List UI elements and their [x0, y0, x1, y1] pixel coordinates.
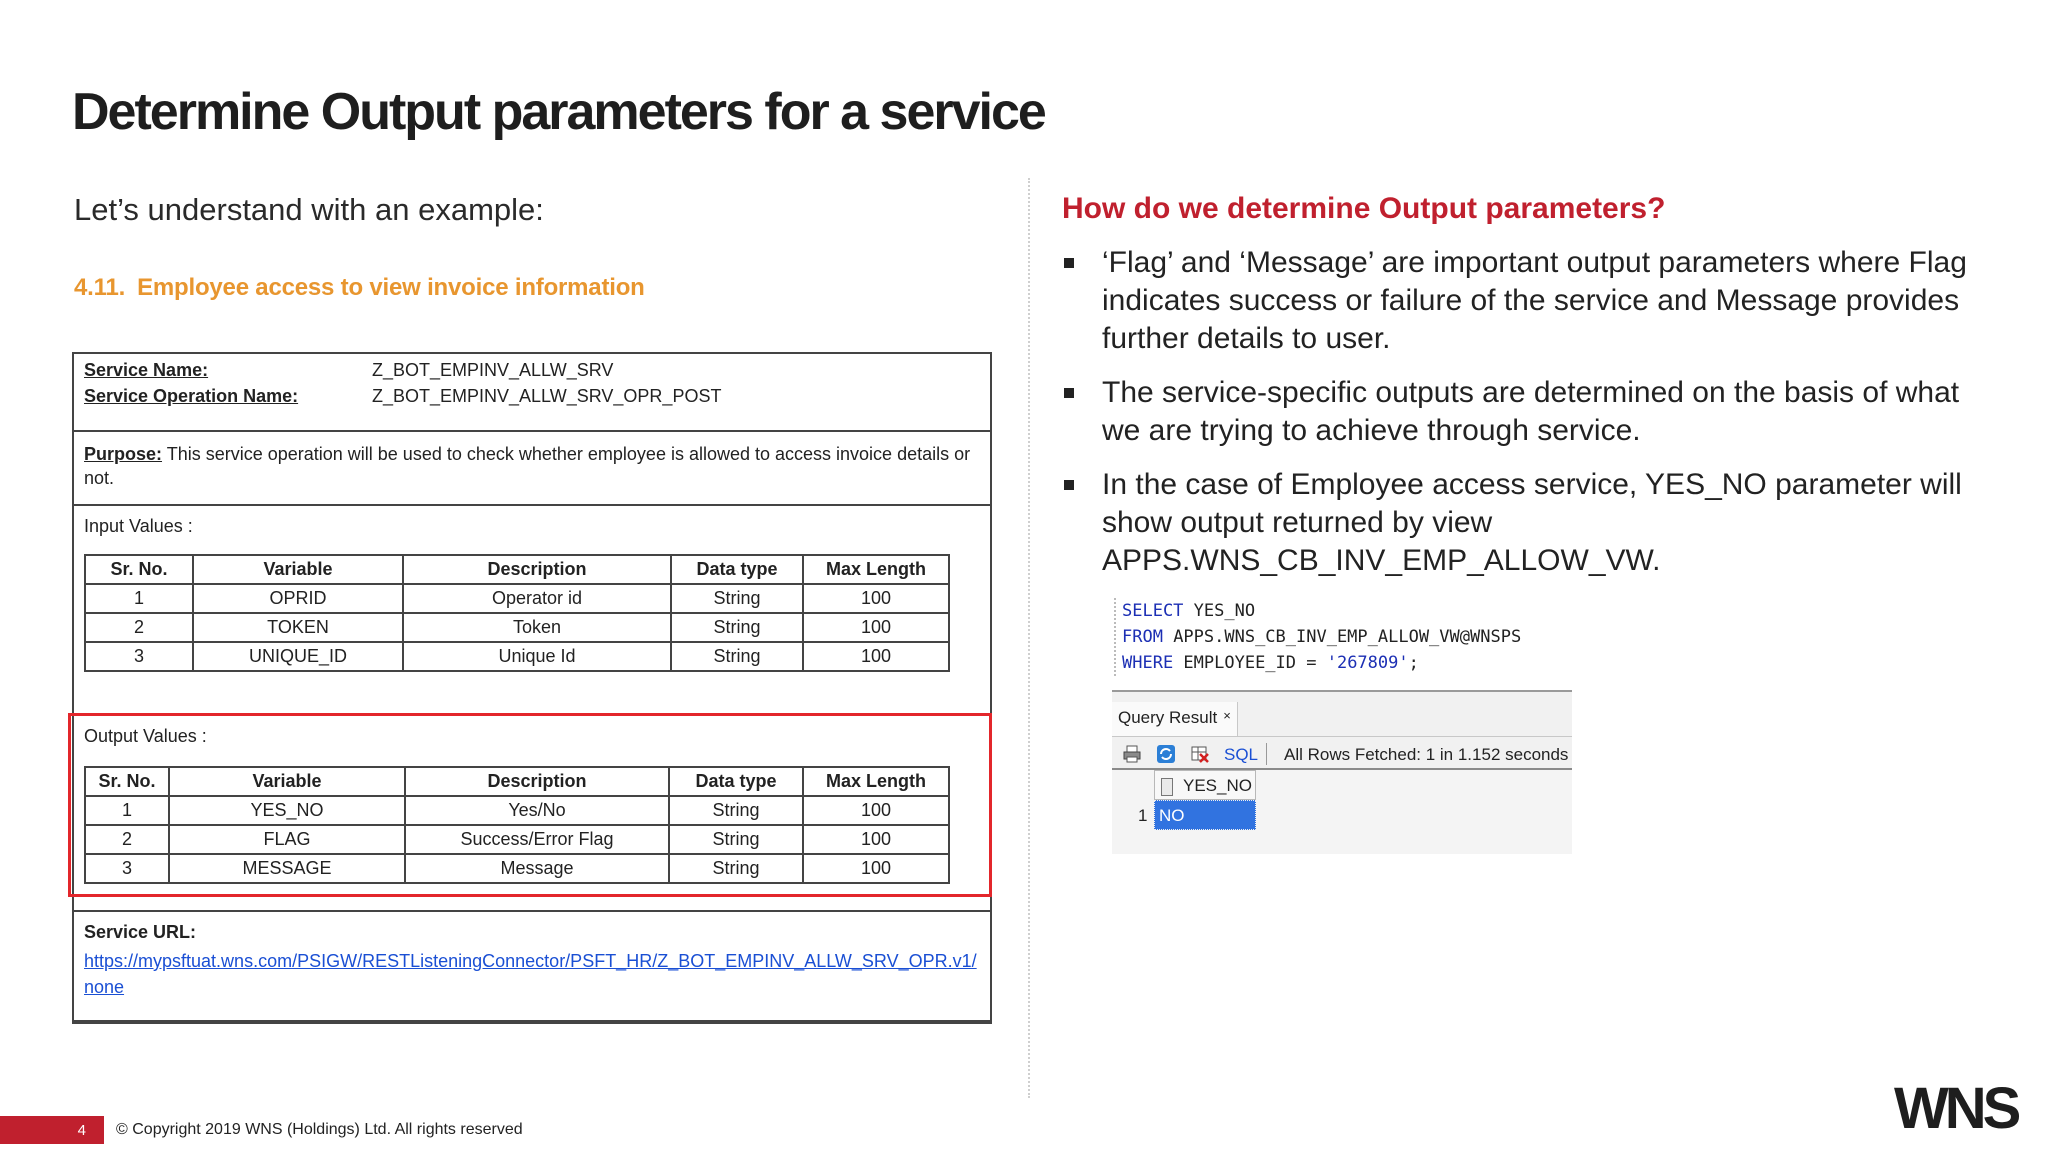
- purpose-text: This service operation will be used to check whether employee is allowed to access invoice details or not.: [84, 444, 971, 488]
- toolbar-separator: [1266, 743, 1267, 765]
- table-cell: 3: [85, 642, 193, 671]
- table-cell: Unique Id: [403, 642, 671, 671]
- clear-grid-icon[interactable]: [1190, 744, 1210, 764]
- service-spec-document: [72, 352, 992, 1024]
- service-op-label: Service Operation Name:: [84, 386, 299, 406]
- panel-top-border: [1112, 690, 1572, 692]
- table-cell: String: [669, 825, 803, 854]
- doc-section-heading: [74, 274, 645, 302]
- query-result-tab[interactable]: [1112, 702, 1238, 736]
- table-cell: MESSAGE: [169, 854, 405, 883]
- table-cell: 100: [803, 796, 949, 825]
- slide-title: Determine Output parameters for a service: [72, 83, 1045, 141]
- bullet-text: In the case of Employee access service, YES_NO parameter will show output returned by view APPS.WNS_CB_INV_EMP_ALLOW_VW.: [1102, 468, 1962, 577]
- refresh-icon[interactable]: [1156, 744, 1176, 764]
- table-cell: Success/Error Flag: [405, 825, 669, 854]
- column-type-icon: [1161, 778, 1173, 796]
- table-cell: OPRID: [193, 584, 403, 613]
- table-cell: 100: [803, 642, 949, 671]
- sql-from-source: APPS.WNS_CB_INV_EMP_ALLOW_VW@WNSPS: [1162, 627, 1522, 647]
- table-cell: Token: [403, 613, 671, 642]
- service-name-label: Service Name:: [84, 360, 209, 380]
- table-cell: YES_NO: [169, 796, 405, 825]
- input-values-section: [74, 506, 990, 716]
- table-cell: FLAG: [169, 825, 405, 854]
- table-header-row: [85, 555, 949, 584]
- col-variable: Variable: [193, 555, 403, 584]
- table-cell: 1: [85, 796, 169, 825]
- purpose-paragraph: [84, 442, 980, 490]
- table-cell: String: [671, 584, 803, 613]
- col-data-type: Data type: [669, 767, 803, 796]
- table-cell: 2: [85, 825, 169, 854]
- col-max-length: Max Length: [803, 555, 949, 584]
- section-number: 4.11.: [74, 274, 126, 301]
- output-values-highlight: [68, 713, 992, 897]
- bullet-square-icon: [1064, 388, 1074, 398]
- service-url-link[interactable]: https://mypsftuat.wns.com/PSIGW/RESTListeningConnector/PSFT_HR/Z_BOT_EMPINV_ALLW_SRV_OPR.v1/none: [84, 951, 977, 997]
- col-description: Description: [403, 555, 671, 584]
- table-cell: String: [671, 642, 803, 671]
- query-result-tab-label: Query Result: [1118, 708, 1218, 727]
- col-sr-no: Sr. No.: [85, 555, 193, 584]
- intro-text: Let’s understand with an example:: [74, 192, 544, 227]
- table-cell: String: [669, 854, 803, 883]
- sql-keyword-where: WHERE: [1122, 653, 1174, 673]
- col-description: Description: [405, 767, 669, 796]
- service-url-section: [74, 912, 990, 1022]
- column-divider: [1028, 178, 1030, 1098]
- page-number: 4: [77, 1122, 86, 1139]
- table-row: [85, 613, 949, 642]
- fetch-status: All Rows Fetched: 1 in 1.152 seconds: [1284, 745, 1569, 764]
- table-cell: 100: [803, 613, 949, 642]
- input-values-label: Input Values :: [84, 516, 193, 536]
- sql-keyword-select: SELECT: [1122, 601, 1184, 621]
- close-icon[interactable]: ×: [1223, 708, 1231, 723]
- copyright-text: © Copyright 2019 WNS (Holdings) Ltd. All rights reserved: [116, 1121, 523, 1138]
- print-icon[interactable]: [1122, 744, 1142, 764]
- table-cell: 100: [803, 854, 949, 883]
- wns-logo: WNS: [1894, 1076, 2018, 1141]
- bullet-list: [1062, 244, 1992, 596]
- sql-where-clause: EMPLOYEE_ID =: [1173, 653, 1327, 673]
- result-column-header[interactable]: [1154, 770, 1256, 800]
- sql-toolbar-button[interactable]: SQL: [1224, 745, 1259, 764]
- page-number-bar: [0, 1116, 104, 1144]
- result-cell[interactable]: NO: [1154, 800, 1256, 830]
- table-cell: 100: [803, 584, 949, 613]
- service-op-row: [84, 386, 721, 407]
- bullet-square-icon: [1064, 258, 1074, 268]
- bullet-text: ‘Flag’ and ‘Message’ are important output parameters where Flag indicates success or failure of the service and Message provides further details to user.: [1102, 246, 1967, 355]
- purpose-label: Purpose:: [84, 444, 163, 464]
- bullet-item: [1062, 374, 1992, 450]
- table-row: [85, 642, 949, 671]
- table-cell: 2: [85, 613, 193, 642]
- service-names-section: [74, 354, 990, 432]
- col-variable: Variable: [169, 767, 405, 796]
- result-grid: [1112, 770, 1572, 854]
- table-cell: 3: [85, 854, 169, 883]
- sql-where-value: '267809': [1326, 653, 1409, 673]
- sql-terminator: ;: [1408, 653, 1419, 673]
- table-cell: Operator id: [403, 584, 671, 613]
- table-cell: Yes/No: [405, 796, 669, 825]
- input-values-table: [84, 554, 950, 672]
- table-cell: Message: [405, 854, 669, 883]
- right-heading: How do we determine Output parameters?: [1062, 192, 1666, 225]
- service-name-row: [84, 360, 613, 381]
- sql-query: [1114, 598, 1521, 676]
- query-result-panel: [1112, 690, 1572, 854]
- table-cell: String: [669, 796, 803, 825]
- table-cell: 100: [803, 825, 949, 854]
- result-row-number: 1: [1138, 806, 1148, 825]
- col-sr-no: Sr. No.: [85, 767, 169, 796]
- bullet-item: [1062, 244, 1992, 358]
- result-column-label: YES_NO: [1183, 776, 1252, 795]
- bullet-item: [1062, 466, 1992, 580]
- col-max-length: Max Length: [803, 767, 949, 796]
- bullet-text: The service-specific outputs are determined on the basis of what we are trying to achieve through service.: [1102, 376, 1960, 447]
- query-result-toolbar: [1112, 736, 1572, 770]
- table-cell: String: [671, 613, 803, 642]
- service-op-value: Z_BOT_EMPINV_ALLW_SRV_OPR_POST: [372, 386, 722, 406]
- table-cell: 1: [85, 584, 193, 613]
- bullet-square-icon: [1064, 480, 1074, 490]
- table-cell: TOKEN: [193, 613, 403, 642]
- service-name-value: Z_BOT_EMPINV_ALLW_SRV: [372, 360, 614, 380]
- sql-select-columns: YES_NO: [1183, 601, 1256, 621]
- section-title: Employee access to view invoice information: [137, 274, 645, 301]
- output-values-label: Output Values :: [84, 726, 207, 746]
- table-cell: UNIQUE_ID: [193, 642, 403, 671]
- table-row: [85, 584, 949, 613]
- sql-keyword-from: FROM: [1122, 627, 1163, 647]
- purpose-section: [74, 432, 990, 506]
- col-data-type: Data type: [671, 555, 803, 584]
- service-url-label: Service URL:: [84, 922, 197, 942]
